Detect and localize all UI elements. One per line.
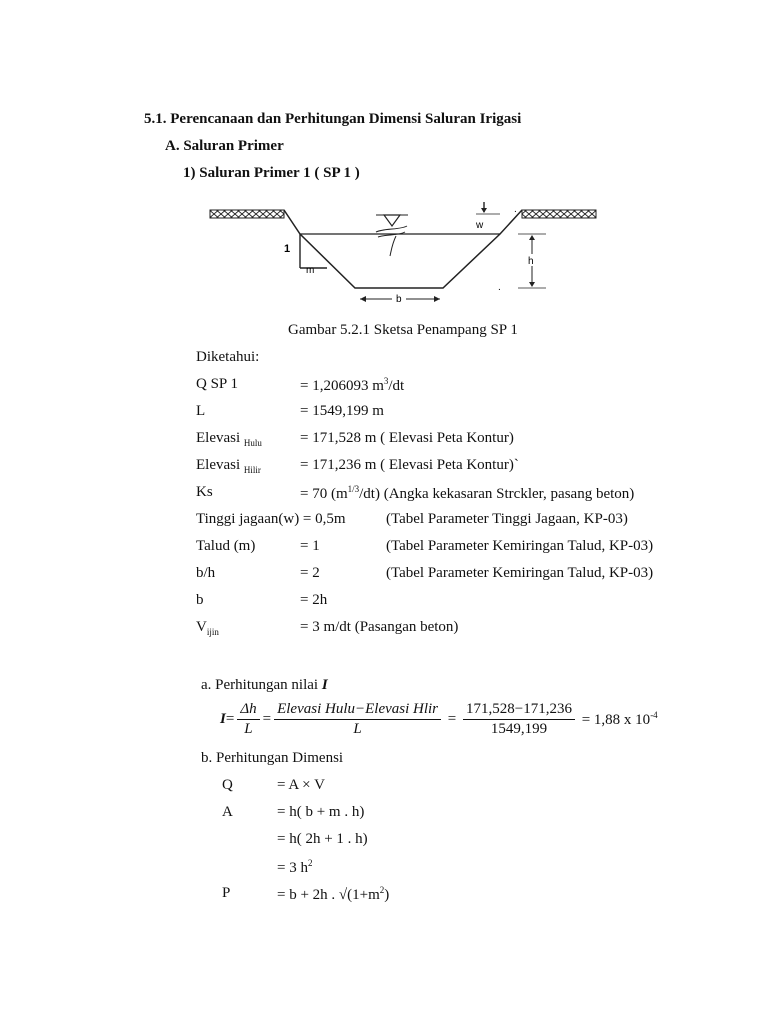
section-title: 5.1. Perencanaan dan Perhitungan Dimensi Saluran Irigasi	[144, 111, 522, 127]
channel-cross-section-diagram	[200, 196, 610, 302]
diketahui-label: Diketahui:	[196, 349, 260, 365]
fraction-numeric: $\frac{171,528-171,236}{1549,199}$	[463, 700, 575, 739]
base-label-b: b	[396, 294, 402, 302]
subheading-sp1: 1) Saluran Primer 1 ( SP 1 )	[183, 165, 360, 181]
slope-label-1: 1	[284, 243, 291, 255]
height-label-h: h	[528, 256, 534, 267]
channel-outline	[284, 210, 522, 288]
subheading-saluran-primer: A. Saluran Primer	[165, 138, 284, 154]
water-level-triangle	[384, 215, 400, 226]
left-ground-hatch	[210, 210, 284, 218]
slope-result: = 1,88 x $10^{-4}$	[581, 710, 658, 728]
calc-a-heading: a. Perhitungan nilai I	[201, 677, 328, 693]
freeboard-label-w: w	[476, 220, 484, 231]
slope-label-m: m	[306, 265, 315, 276]
fraction-dh-l: $\frac{\Delta h}{L}$	[237, 700, 259, 739]
right-ground-hatch	[522, 210, 596, 218]
svg-text:.: .	[514, 204, 517, 215]
fraction-elevasi: $\frac{\text{Elevasi Hulu−Elevasi Hlir}}{L}$	[274, 700, 441, 739]
calc-b-heading: b. Perhitungan Dimensi	[201, 750, 344, 766]
figure-caption: Gambar 5.2.1 Sketsa Penampang SP 1	[288, 322, 518, 338]
slope-formula: I = $\frac{\Delta h}{L}$ = $\frac{\text{Elevasi Hulu−Elevasi Hlir}}{L}$ = $\frac{171,528-171,236}{1549,199}$ = 1,88 x $10^{-4}$	[220, 701, 658, 737]
svg-text:.: .	[498, 282, 501, 293]
water-swirl	[376, 226, 407, 256]
